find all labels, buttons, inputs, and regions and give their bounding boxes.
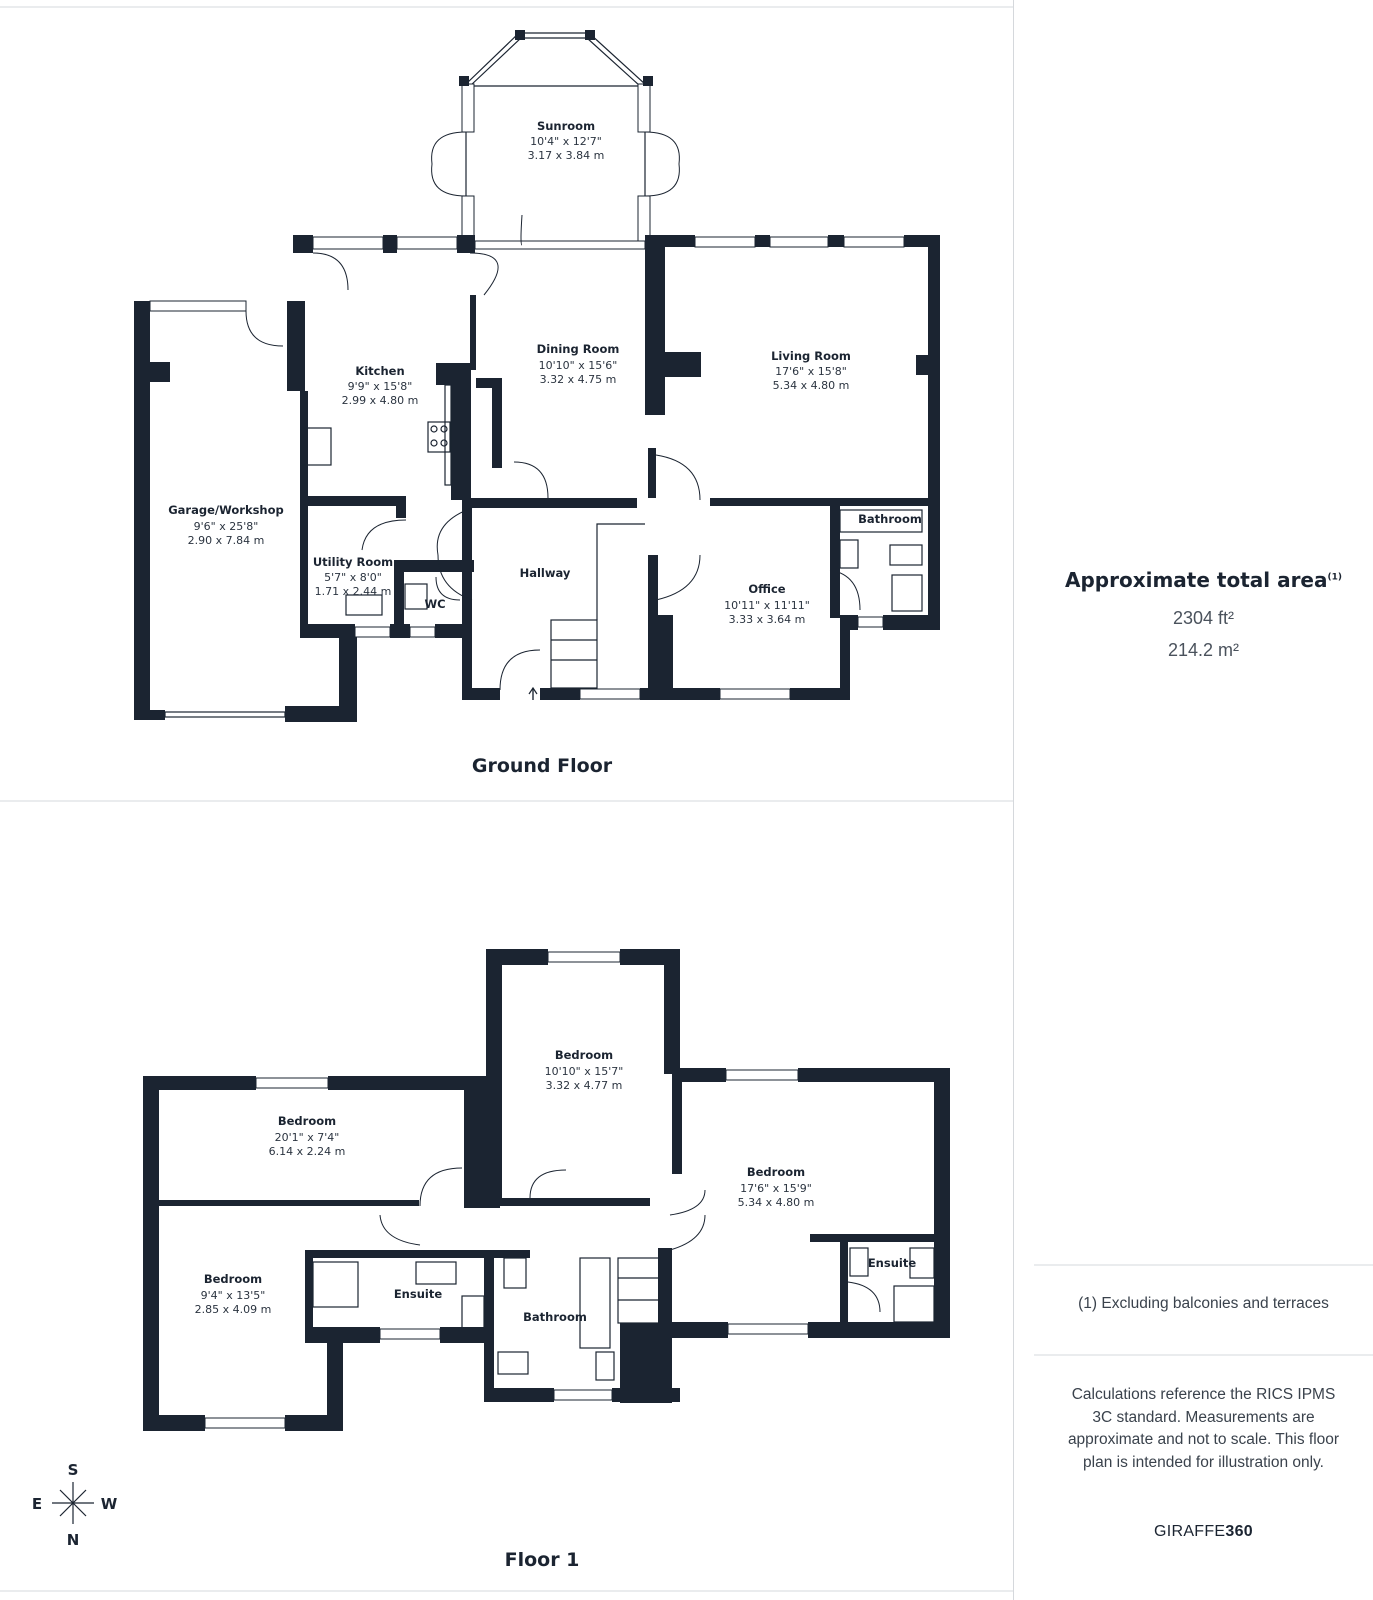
room-dim-dining-imperial: 10'10" x 15'6" <box>538 359 618 372</box>
total-area-footnote-marker: (1) <box>1327 572 1342 583</box>
brand-logo-light: GIRAFFE <box>1153 1523 1226 1540</box>
compass-north: N <box>66 1531 80 1549</box>
room-dim-kitchen-metric: 2.99 x 4.80 m <box>341 394 419 407</box>
room-dim-bedroom-left-long-imperial: 20'1" x 7'4" <box>274 1131 340 1144</box>
room-dim-living-metric: 5.34 x 4.80 m <box>772 379 850 392</box>
room-dim-utility-imperial: 5'7" x 8'0" <box>324 571 382 584</box>
room-name-living-room: Living Room <box>771 349 851 363</box>
compass-south: S <box>67 1461 79 1479</box>
room-name-kitchen: Kitchen <box>355 364 405 378</box>
room-name-bathroom-floor1: Bathroom <box>523 1310 587 1324</box>
room-dim-bedroom-lower-left-imperial: 9'4" x 13'5" <box>200 1289 266 1302</box>
room-dim-sunroom-metric: 3.17 x 3.84 m <box>527 149 605 162</box>
footnote-text: (1) Excluding balconies and terraces <box>1078 1295 1329 1312</box>
room-name-dining-room: Dining Room <box>536 342 620 356</box>
room-name-bedroom-top: Bedroom <box>554 1048 614 1062</box>
total-area-ft: 2304 ft² <box>1172 608 1235 628</box>
total-area-m: 214.2 m² <box>1167 640 1240 660</box>
room-dim-dining-metric: 3.32 x 4.75 m <box>539 373 617 386</box>
room-dim-garage-metric: 2.90 x 7.84 m <box>187 534 265 547</box>
ground-floor-title: Ground Floor <box>471 755 613 777</box>
room-name-hallway: Hallway <box>519 566 571 580</box>
disclaimer-text: Calculations reference the RICS IPMS 3C standard. Measurements are approximate and not to scale. This floor plan is intended for illustration only. <box>1067 1386 1340 1471</box>
room-dim-garage-imperial: 9'6" x 25'8" <box>193 520 259 533</box>
room-name-bedroom-lower-left: Bedroom <box>203 1272 263 1286</box>
room-name-bedroom-right: Bedroom <box>746 1165 806 1179</box>
room-dim-office-metric: 3.33 x 3.64 m <box>728 613 806 626</box>
first-floor-plan <box>143 949 950 1431</box>
summary-panel <box>1034 0 1373 1600</box>
room-name-garage: Garage/Workshop <box>168 503 284 517</box>
room-name-utility-room: Utility Room <box>312 555 394 569</box>
room-name-wc: WC <box>424 597 446 611</box>
compass-west: W <box>100 1495 118 1513</box>
room-dim-bedroom-top-imperial: 10'10" x 15'7" <box>544 1065 624 1078</box>
brand-logo-bold: 360 <box>1225 1523 1254 1540</box>
room-dim-bedroom-left-long-metric: 6.14 x 2.24 m <box>268 1145 346 1158</box>
room-dim-bedroom-right-imperial: 17'6" x 15'9" <box>740 1182 812 1195</box>
brand-logo <box>1034 1523 1373 1541</box>
compass-east: E <box>31 1495 43 1513</box>
room-name-bathroom-ground: Bathroom <box>858 512 922 526</box>
sidebar-dividers <box>1034 0 1373 1600</box>
room-name-sunroom: Sunroom <box>536 119 596 133</box>
room-name-ensuite-right: Ensuite <box>867 1256 917 1270</box>
room-dim-utility-metric: 1.71 x 2.44 m <box>314 585 392 598</box>
room-dim-office-imperial: 10'11" x 11'11" <box>724 599 810 612</box>
compass-rose-icon <box>52 1482 94 1524</box>
room-dim-bedroom-right-metric: 5.34 x 4.80 m <box>737 1196 815 1209</box>
room-dim-living-imperial: 17'6" x 15'8" <box>775 365 847 378</box>
room-name-office: Office <box>748 582 786 596</box>
room-name-bedroom-left-long: Bedroom <box>277 1114 337 1128</box>
room-name-ensuite-left: Ensuite <box>393 1287 443 1301</box>
room-dim-sunroom-imperial: 10'4" x 12'7" <box>530 135 602 148</box>
total-area-title-text: Approximate total area <box>1065 568 1328 592</box>
room-dim-kitchen-imperial: 9'9" x 15'8" <box>347 380 413 393</box>
room-dim-bedroom-lower-left-metric: 2.85 x 4.09 m <box>194 1303 272 1316</box>
room-dim-bedroom-top-metric: 3.32 x 4.77 m <box>545 1079 623 1092</box>
floor-1-title: Floor 1 <box>504 1549 580 1571</box>
